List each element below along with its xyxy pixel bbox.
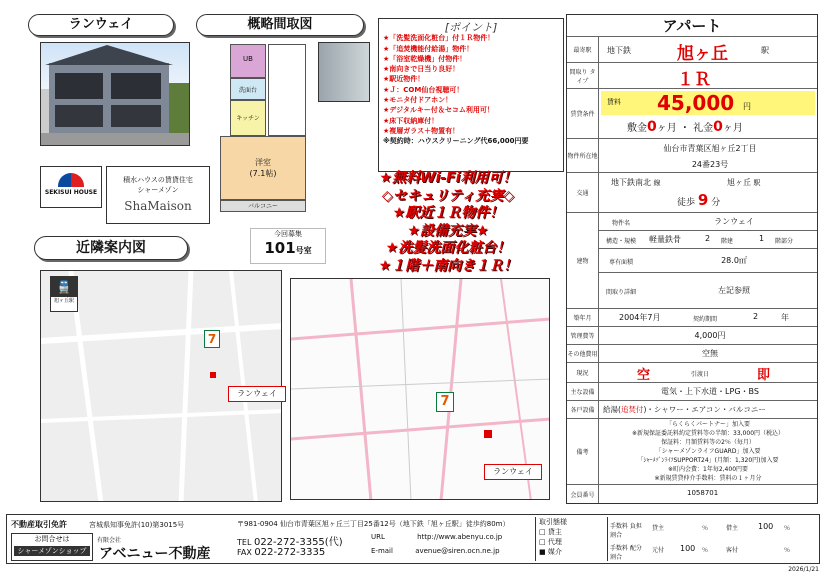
map-pin-label-large: ランウェイ (484, 464, 542, 480)
sekisui-label: SEKISUI HOUSE (44, 189, 98, 196)
deal-type: 取引態様 □ 貸主 □ 代理 ■ 媒介 (535, 517, 605, 561)
postal-code: 〒981-0904 (237, 520, 278, 528)
building-name: ランウェイ (714, 217, 754, 226)
fee-client: 客付 (726, 547, 739, 554)
status-label: 現況 (567, 363, 599, 382)
banner-line: ★駅近１Ｒ物件！ (392, 205, 504, 221)
equipment-label: 各戸設備 (567, 401, 599, 418)
member-label: 会員番号 (567, 485, 599, 503)
banner-line: ◇セキュリティ充実◇ (381, 187, 515, 204)
email-link[interactable]: avenue@siren.ocn.ne.jp (415, 547, 500, 555)
address-line-1: 仙台市青葉区旭ヶ丘2丁目 (663, 144, 757, 153)
fp-kitchen: キッチン (230, 100, 266, 136)
remarks-label: 備考 (567, 419, 599, 484)
rent-sub-label: 賃料 (607, 98, 621, 106)
fee-a-label: 手数料 負担割合 (610, 523, 642, 539)
shamaison-caption-2: シャーメゾン (137, 186, 179, 194)
point-line: ★Ｊ：COM仙台視聴可！ (383, 85, 464, 94)
promo-banner (330, 170, 566, 280)
map-pin-small (210, 372, 216, 378)
equipment-c: )・シャワー・エアコン・バルコニー (643, 405, 766, 414)
shamaison-caption: 積水ハウスの賃貸住宅 (123, 176, 193, 184)
point-line: ★床下収納庫付！ (383, 116, 439, 125)
print-date: 2026/1/21 (788, 566, 819, 573)
company-type: 有限会社 (97, 537, 122, 544)
shop-name: シャーメゾンショップ (14, 546, 90, 556)
built-value: 2004年7月 (619, 313, 661, 322)
remark-line: 「ｼｬｰﾒｿﾞﾝﾗｲﾌSUPPORT24」(月額：1,320円)加入要 (637, 457, 779, 464)
other-fee-value: 空無 (702, 349, 718, 358)
remark-line: ※新規賃貸仲介手数料：賃料の１ヶ月分 (654, 475, 762, 482)
traffic-station: 旭ヶ丘 (727, 178, 751, 187)
map-pin-label-small: ランウェイ (228, 386, 286, 402)
key-money-label: 礼金 (693, 123, 714, 134)
tel-label: TEL (237, 538, 252, 547)
website-link[interactable]: http://www.abenyu.co.jp (417, 533, 503, 541)
email-label: E-mail (371, 547, 393, 555)
remark-line: 保証料：月額賃料等の2％（毎月） (661, 439, 755, 446)
deposit-label: 敷金 (627, 123, 647, 134)
status-value: 空 (637, 368, 651, 383)
url-label: URL (371, 533, 385, 541)
mgmt-value: 4,000円 (694, 331, 726, 340)
fp-wash: 洗面台 (230, 78, 266, 100)
fee-pct: ％ (784, 525, 791, 532)
deal-option: 貸主 (547, 528, 562, 536)
member-value: 1058701 (687, 489, 719, 497)
key-money-unit: ヶ月 (722, 123, 743, 134)
layout-label: 間取り タイプ (567, 63, 599, 88)
station-icon-label: 旭ヶ丘駅 (53, 298, 74, 304)
key-money-value: 0 (713, 119, 723, 135)
company-name: アベニュー不動産 (99, 546, 211, 562)
point-title: [ポイント] (444, 21, 498, 34)
fp-room (220, 136, 306, 200)
walk-unit: 分 (711, 198, 721, 208)
banner-line: ★１階＋南向き１Ｒ！ (378, 257, 518, 274)
seven-eleven-icon-large: 7 (436, 392, 454, 412)
fee-pct: ％ (784, 547, 791, 554)
fee-b-label: 手数料 配分割合 (610, 545, 642, 561)
remark-line: 「らくらくパートナー」加入要 (665, 421, 750, 428)
plan-value: 左記参照 (718, 286, 750, 295)
plan-label: 間取り詳細 (605, 289, 636, 296)
traffic-line-suffix: 線 (653, 179, 661, 187)
contract-unit: 年 (781, 313, 789, 322)
seven-eleven-icon: 7 (204, 330, 220, 348)
fee-table (607, 517, 817, 561)
shamaison-wordmark: ShaMaison (124, 199, 192, 213)
fee-original: 元付 (652, 547, 665, 554)
contract-label: 契約期間 (693, 316, 718, 323)
interior-photo (318, 42, 370, 102)
deal-option: 代理 (547, 538, 562, 546)
handover-label: 引渡日 (691, 371, 710, 378)
info-table: アパート 最寄駅 地下鉄 旭ヶ丘 駅 間取り タイプ １Ｒ 賃貸条件 賃料 45,000 円 敷金0ヶ月 ・ 礼金0ヶ月 物件所在地 仙台市青葉区旭ヶ丘2丁目 24番23号 交通 地下鉄南北 線 旭ヶ丘 駅 徒歩 9 分 建物 物件名 ランウェイ 構造・規模 軽量鉄骨 2 階建 1 階部分 専有面積 28.0㎡ 間取り詳細 左記参照 築年月 2004年7月 契約期間 2 年 管理費等 4,000円 その他費用 空無 現況 空 引渡日 即 主な設備 電気・上下水道・LPG・BS 各戸設備 給湯(追焚付)・シャワー・エアコン・バルコニー 備考 「らくらくパートナー」加入要 ※新規保証委託料約定賃料等の半額：33,000円（税込） 保証料：月額賃料等の2％（毎月） 「シャーメゾンライフGUARD」加入要 「ｼｬｰﾒｿﾞﾝﾗｲﾌSUPPORT24」(月額：1,320円)加入要 ※町内会費：1年毎2,400円要 ※新規賃貸仲介手数料：賃料の１ヶ月分 会員番号 1058701 (566, 14, 818, 504)
shop-box (11, 533, 93, 561)
point-line: ★「浴室乾燥機」付物件！ (383, 54, 467, 63)
point-line: ★「追焚機能付給湯」物件！ (383, 44, 474, 53)
mgmt-label: 管理費等 (567, 327, 599, 344)
station-name: 旭ヶ丘 (677, 44, 728, 64)
walk-value: 9 (697, 191, 709, 209)
deposit-unit: ヶ月 (656, 123, 677, 134)
tel-number[interactable]: 022-272-3355(代) (253, 537, 343, 548)
fee-value: 100 (758, 522, 774, 531)
fax-label: FAX (237, 548, 252, 557)
point-box (378, 18, 564, 172)
fp-room-size: (7.1帖) (249, 169, 277, 178)
license-number: 宮城県知事免許(10)第3015号 (89, 521, 185, 529)
built-label: 築年月 (567, 309, 599, 326)
floorplan (220, 44, 330, 214)
fee-value: 100 (680, 544, 696, 553)
banner-line: ★設備充実★ (407, 222, 489, 239)
floorplan-title: 概略間取図 (196, 14, 364, 36)
sekisui-mark-icon (58, 173, 84, 187)
deal-option: 媒介 (547, 548, 562, 556)
rent-value: 45,000 (657, 91, 735, 115)
shop-label: お問合せは (34, 535, 70, 543)
handover-value: 即 (757, 368, 771, 383)
point-line: ★駅近物件！ (383, 75, 425, 84)
traffic-line: 地下鉄南北 (611, 178, 651, 187)
fp-entrance (268, 44, 306, 136)
facility-value: 電気・上下水道・LPG・BS (661, 387, 759, 396)
train-icon: 🚆 (51, 277, 77, 297)
name-tag: ランウェイ (28, 14, 174, 36)
deposit-value: 0 (647, 119, 657, 135)
license-title: 不動産取引免許 (11, 520, 67, 529)
point-line: ★「洗髪洗面化粧台」付１Ｒ物件！ (383, 34, 495, 43)
area-value: 28.0㎡ (721, 256, 747, 265)
point-line: ★モニタ付ドアホン！ (383, 96, 453, 105)
fee-pct: ％ (702, 525, 709, 532)
map-pin-large (484, 430, 492, 438)
fp-ub: UB (230, 44, 266, 78)
station-icon (50, 276, 78, 312)
recruit-box (250, 228, 326, 264)
station-suffix: 駅 (761, 46, 769, 55)
equipment-a: 給湯( (603, 405, 621, 414)
structure-label: 構造・規模 (605, 238, 636, 245)
footer (6, 514, 820, 564)
floors-value: 2 (705, 234, 711, 243)
remark-line: ※町内会費：1年毎2,400円要 (667, 466, 749, 473)
recruit-room-suffix: 号室 (295, 246, 312, 255)
fp-balcony: バルコニー (220, 200, 306, 212)
station-label: 最寄駅 (567, 37, 599, 62)
line-name: 地下鉄 (607, 46, 631, 55)
point-line: ※契約時：ハウスクリーニング代66,000円要 (383, 137, 529, 146)
rent-label: 賃貸条件 (567, 89, 599, 138)
point-line: ★複層ガラス＋物置有！ (383, 126, 460, 135)
floor-number: 1 (759, 234, 765, 243)
recruit-label: 今回募集 (274, 230, 302, 238)
deal-label: 取引態様 (539, 518, 567, 526)
name-label: 物件名 (611, 220, 630, 227)
remark-line: 「シャーメゾンライフGUARD」加入要 (655, 448, 761, 455)
fp-room-label: 洋室 (255, 158, 271, 167)
traffic-station-suffix: 駅 (753, 179, 761, 187)
sekisui-logo (40, 166, 102, 208)
banner-line: ★洗髪洗面化粧台！ (385, 240, 511, 256)
area-label: 専有面積 (608, 259, 633, 266)
fee-pct: ％ (702, 547, 709, 554)
point-line: ★デジタルキー付＆セコム利用可！ (383, 106, 494, 115)
address-label: 物件所在地 (567, 139, 599, 172)
building-photo (40, 42, 190, 146)
shamaison-logo (106, 166, 210, 224)
property-type: アパート (567, 15, 817, 37)
recruit-room: 101 (264, 239, 296, 257)
fee-borrower: 借主 (726, 525, 739, 532)
traffic-label: 交通 (567, 173, 599, 212)
rent-unit: 円 (743, 102, 751, 111)
other-fee-label: その他費用 (567, 345, 599, 362)
floor-number-label: 階部分 (775, 238, 794, 245)
point-line: ★南向きで日当り良好！ (383, 65, 460, 74)
address-line-2: 24番23号 (691, 160, 729, 169)
structure-value: 軽量鉄骨 (649, 235, 681, 244)
fax-number: 022-272-3335 (254, 547, 326, 558)
facility-label: 主な設備 (567, 383, 599, 400)
company-address: 仙台市青葉区旭ヶ丘三丁目25番12号（地下鉄「旭ヶ丘駅」徒歩約80m） (279, 520, 510, 528)
banner-line: ★無料Wi-Fi利用可！ (379, 170, 517, 186)
remark-line: ※新規保証委託料約定賃料等の半額：33,000円（税込） (631, 430, 785, 437)
area-map-title: 近隣案内図 (34, 236, 188, 260)
contract-value: 2 (753, 312, 759, 321)
equipment-b: 追焚付 (620, 405, 644, 414)
fee-lender: 貸主 (652, 525, 665, 532)
layout-value: １Ｒ (677, 70, 711, 90)
walk-label: 徒歩 (677, 198, 696, 208)
floors-label: 階建 (721, 238, 734, 245)
building-label: 建物 (567, 213, 599, 309)
building-illustration (41, 43, 190, 146)
